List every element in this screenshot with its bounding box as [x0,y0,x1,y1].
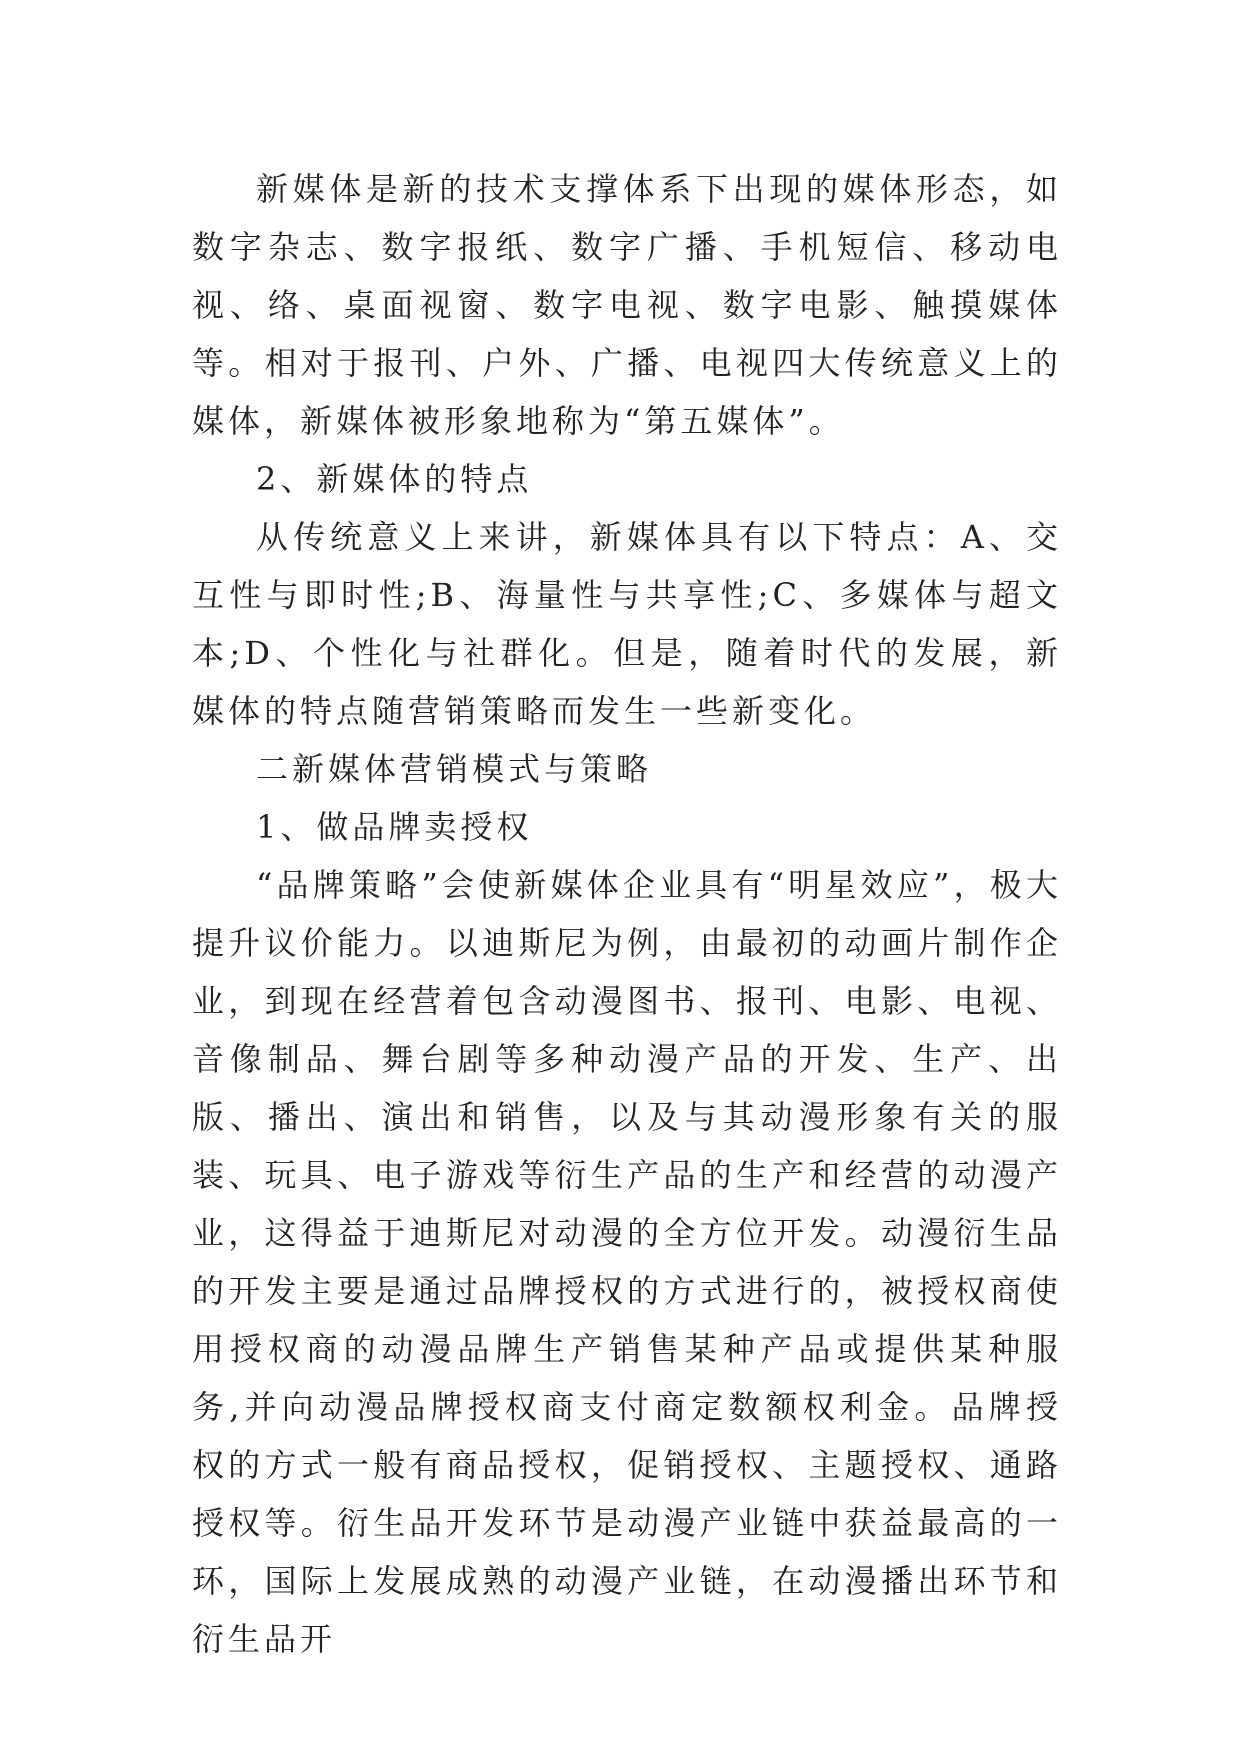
paragraph-brand-licensing: “品牌策略”会使新媒体企业具有“明星效应”，极大提升议价能力。以迪斯尼为例，由最初的动画片制作企业，到现在经营着包含动漫图书、报刊、电影、电视、音像制品、舞台剧等多种动漫产品的开发、生产、出版、播出、演出和销售，以及与其动漫形象有关的服装、玩具、电子游戏等衍生产品的生产和经营的动漫产业，这得益于迪斯尼对动漫的全方位开发。动漫衍生品的开发主要是通过品牌授权的方式进行的，被授权商使用授权商的动漫品牌生产销售某种产品或提供某种服务,并向动漫品牌授权商支付商定数额权利金。品牌授权的方式一般有商品授权，促销授权、主题授权、通路授权等。衍生品开发环节是动漫产业链中获益最高的一环，国际上发展成熟的动漫产业链，在动漫播出环节和衍生品开 [192,866,1062,1658]
section-heading-brand-licensing: 1、做品牌卖授权 [256,808,533,846]
section-heading-marketing-strategy: 二新媒体营销模式与策略 [256,750,653,788]
document-body [192,160,1062,1668]
paragraph-new-media-definition: 新媒体是新的技术支撑体系下出现的媒体形态，如数字杂志、数字报纸、数字广播、手机短信、移动电视、络、桌面视窗、数字电视、数字电影、触摸媒体等。相对于报刊、户外、广播、电视四大传统意义上的媒体，新媒体被形象地称为“第五媒体”。 [192,170,1062,440]
section-heading-new-media-features: 2、新媒体的特点 [256,460,533,498]
paragraph-new-media-features: 从传统意义上来讲，新媒体具有以下特点：A、交互性与即时性;B、海量性与共享性;C、多媒体与超文本;D、个性化与社群化。但是，随着时代的发展，新媒体的特点随营销策略而发生一些新变化。 [192,518,1062,730]
